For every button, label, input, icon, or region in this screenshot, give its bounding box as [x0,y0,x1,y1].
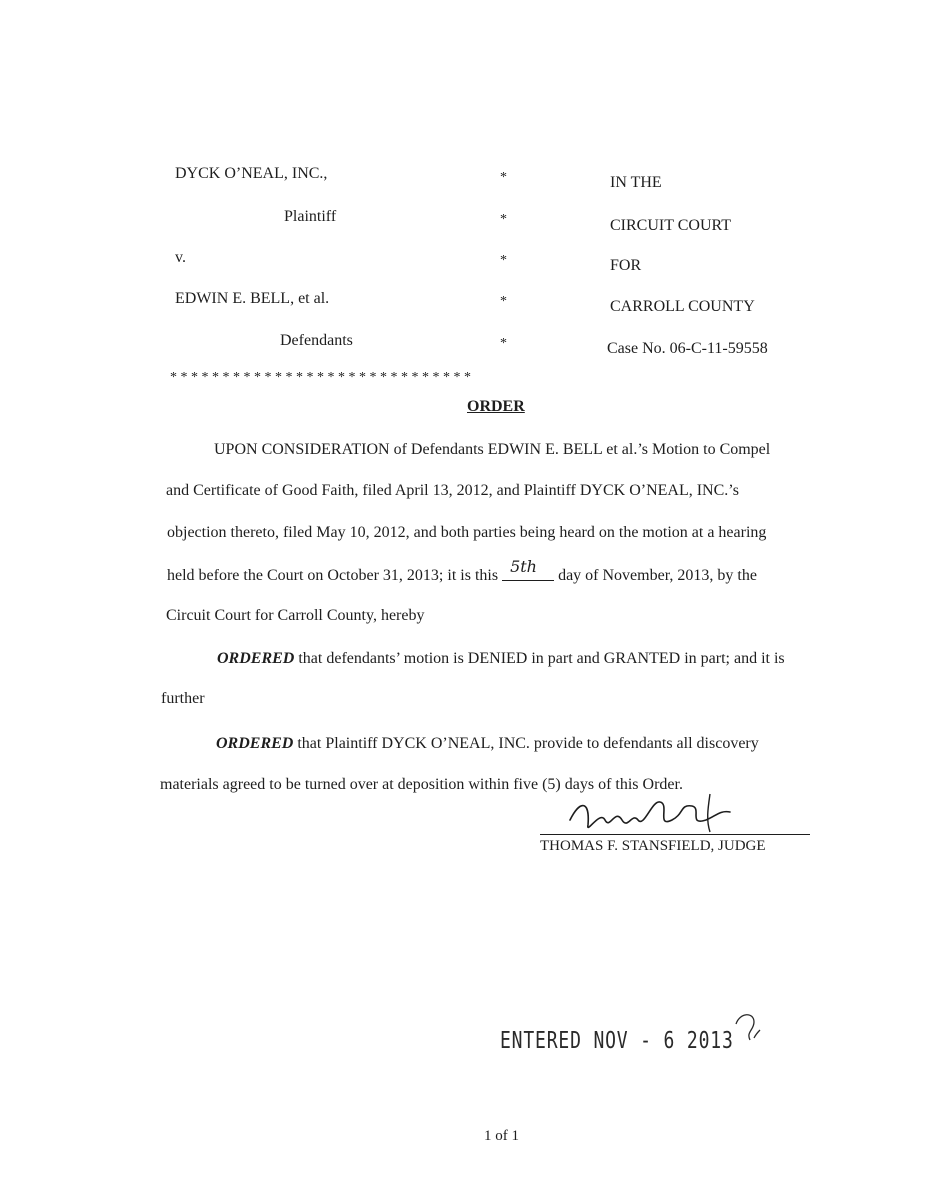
body-line: objection thereto, filed May 10, 2012, and both parties being heard on the motion at a hearing [167,524,767,541]
caption-separator: * [500,294,507,309]
document-title: ORDER [467,398,525,415]
caption-separator: * [500,253,507,268]
entered-stamp: ENTERED NOV - 6 2013 [500,1028,734,1055]
court-line-3: FOR [610,257,642,274]
defendant-label: Defendants [280,332,353,349]
body-line: and Certificate of Good Faith, filed April 13, 2012, and Plaintiff DYCK O’NEAL, INC.’s [166,482,739,499]
body-line: Circuit Court for Carroll County, hereby [166,607,425,624]
ordered-keyword: ORDERED [217,650,295,667]
court-line-4: CARROLL COUNTY [610,298,755,315]
signature-line [540,834,810,835]
ordered-text: that defendants’ motion is DENIED in part and GRANTED in part; and it is [298,650,785,667]
clerk-initial-mark [732,1008,762,1048]
case-number: Case No. 06-C-11-59558 [607,340,768,357]
date-prefix: held before the Court on October 31, 2013; it is this [167,567,499,584]
ordered-line-1 [217,650,785,668]
court-line-2: CIRCUIT COURT [610,217,731,234]
handwritten-day: 5th [510,557,537,576]
judge-name: THOMAS F. STANSFIELD, JUDGE [540,838,766,854]
plaintiff-name: DYCK O’NEAL, INC., [175,165,328,182]
judge-signature [560,790,760,840]
ordered-text: that Plaintiff DYCK O’NEAL, INC. provide to defendants all discovery [297,735,759,752]
court-line-1: IN THE [610,174,662,191]
body-line: further [161,690,205,707]
versus: v. [175,249,186,266]
body-line-date [167,557,757,585]
defendant-name: EDWIN E. BELL, et al. [175,290,330,307]
caption-separator: * [500,170,507,185]
caption-separator: * [500,212,507,227]
ordered-line-2 [216,735,759,753]
body-line: UPON CONSIDERATION of Defendants EDWIN E. BELL et al.’s Motion to Compel [214,441,771,458]
plaintiff-label: Plaintiff [284,208,337,225]
ordered-keyword: ORDERED [216,735,294,752]
star-rule: * * * * * * * * * * * * * * * * * * * * * * * * * * * * * [170,370,471,385]
day-blank [502,557,554,581]
page-number: 1 of 1 [484,1128,519,1144]
caption-separator: * [500,336,507,351]
date-suffix: day of November, 2013, by the [558,567,757,584]
body-line: materials agreed to be turned over at deposition within five (5) days of this Order. [160,776,683,793]
